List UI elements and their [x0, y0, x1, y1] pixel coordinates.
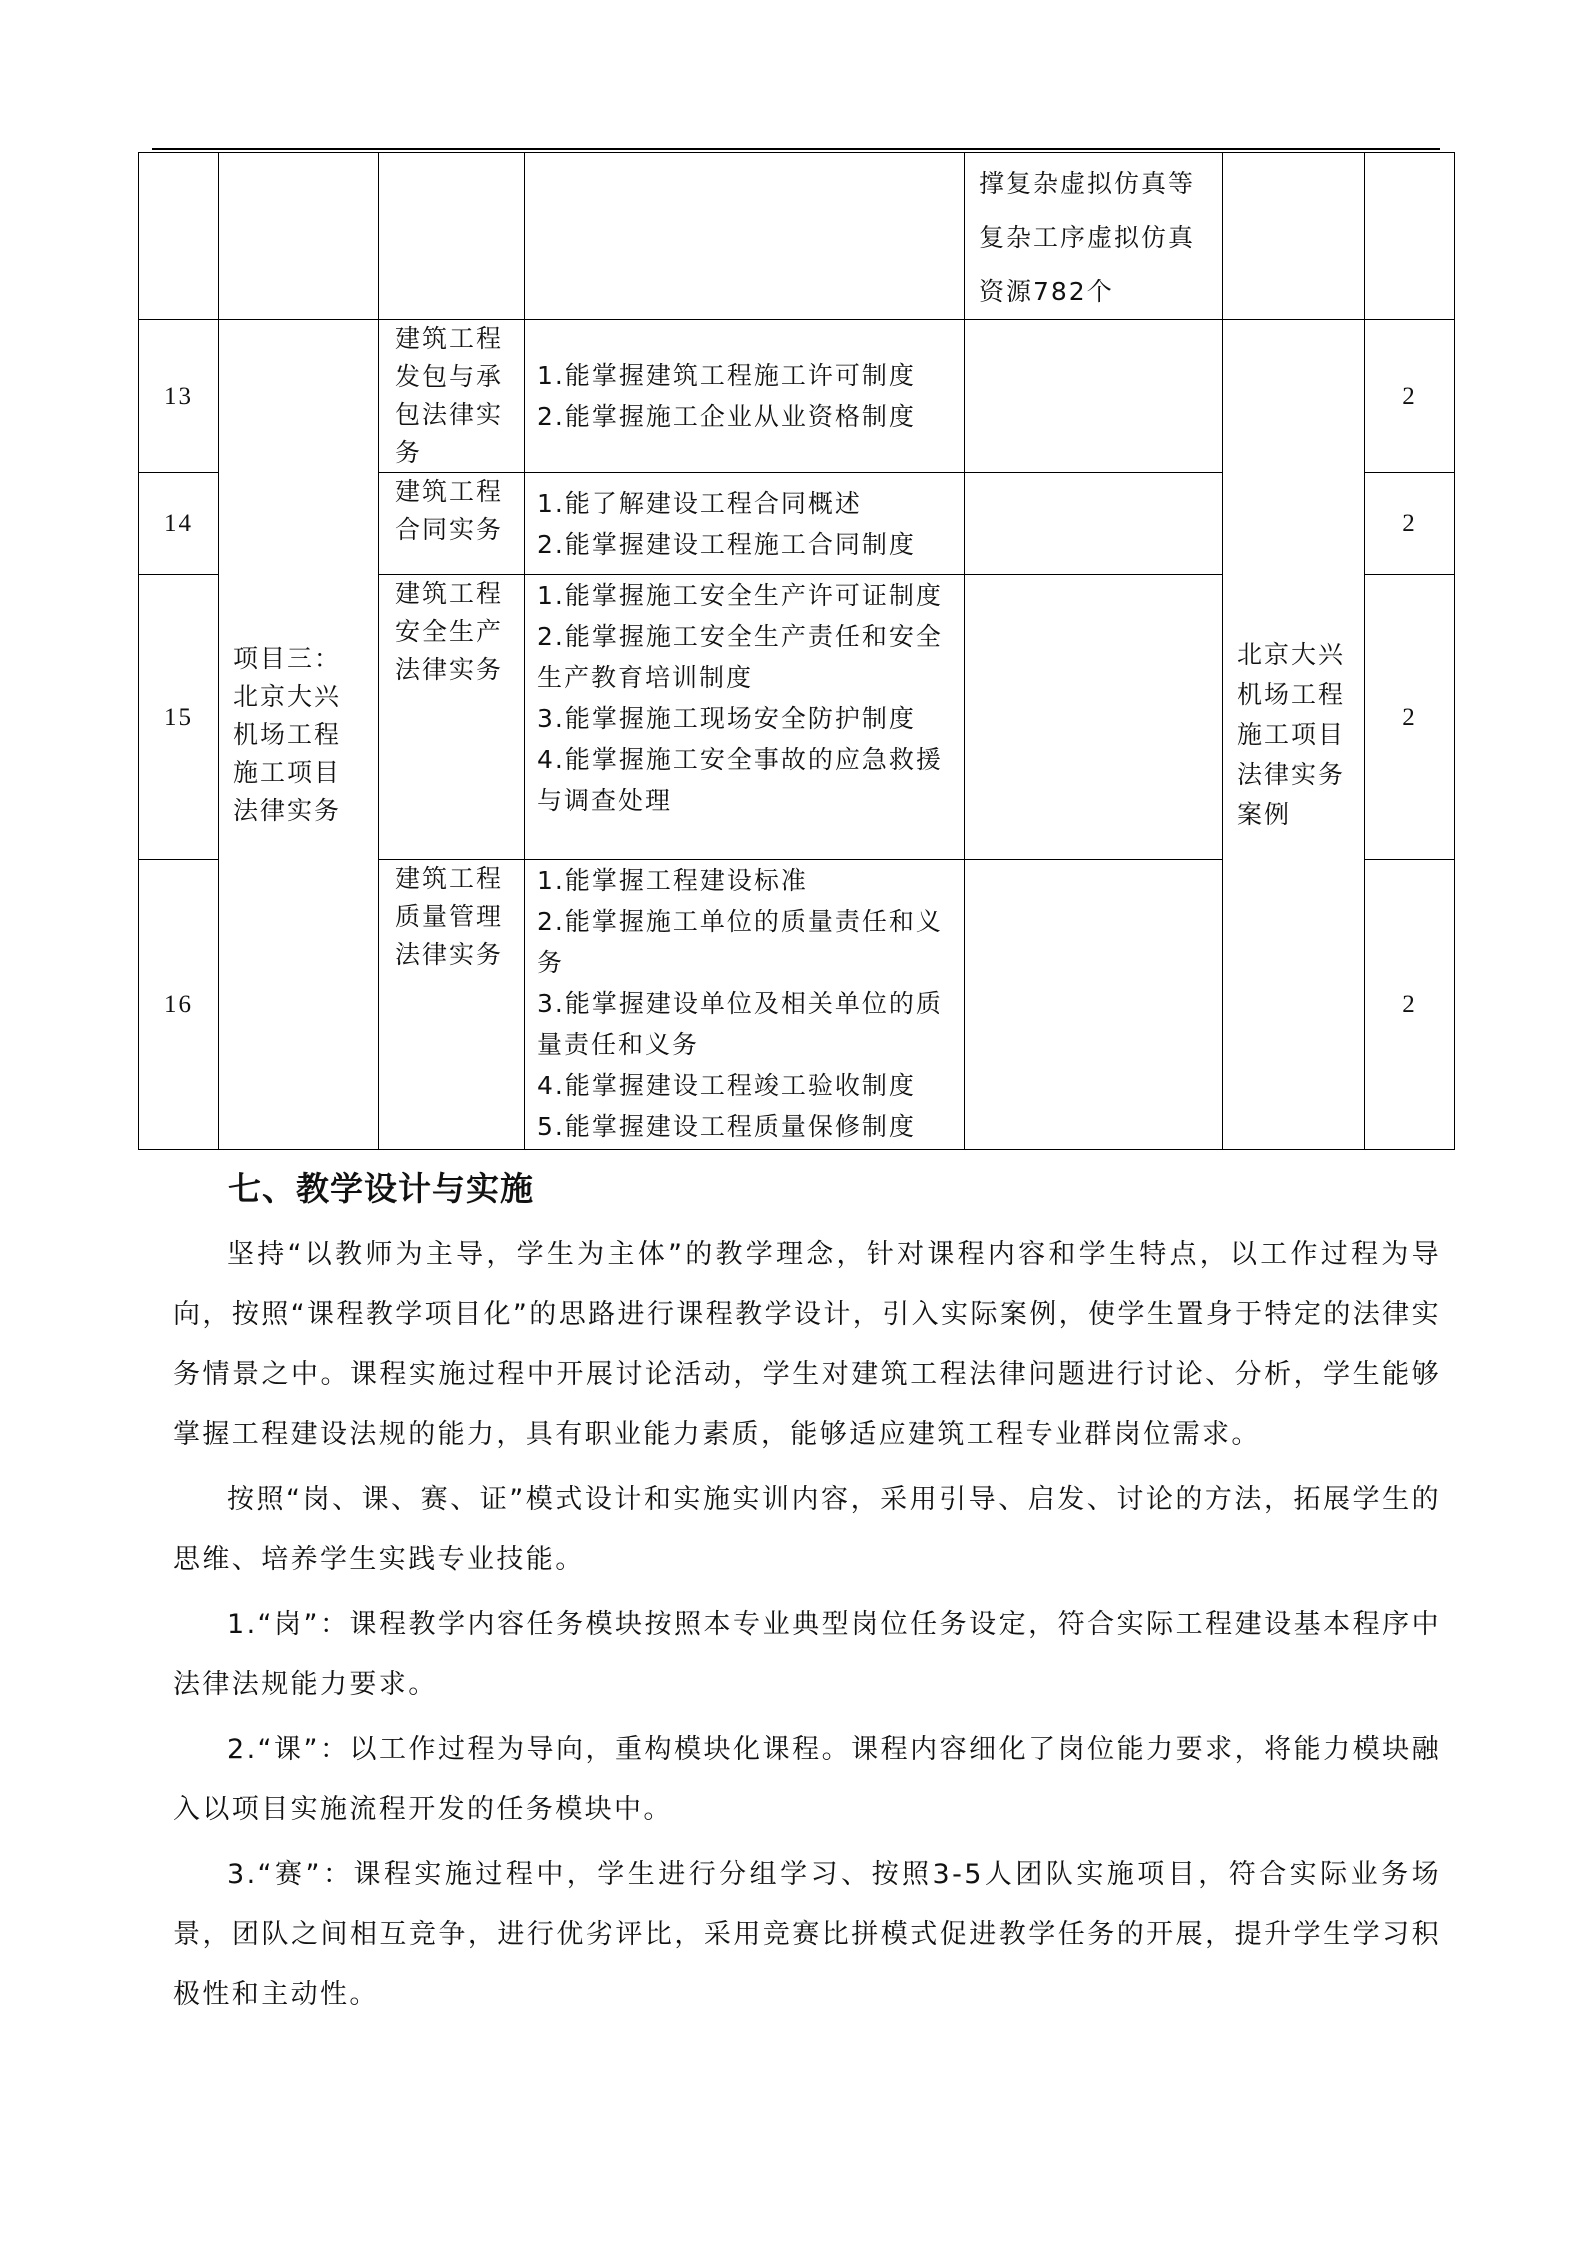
paragraph: 按照“岗、课、赛、证”模式设计和实施实训内容，采用引导、启发、讨论的方法，拓展学生的思维、培养学生实践专业技能。: [173, 1484, 1441, 1575]
table-row: [139, 153, 1455, 320]
row-number: [139, 153, 219, 320]
hours-cell: 2: [1365, 575, 1455, 860]
case-cell: 北京大兴机场工程施工项目法律实务案例: [1223, 320, 1365, 1150]
course-content-table: [138, 152, 1455, 1150]
task-cell: 建筑工程质量管理法律实务: [379, 860, 525, 1150]
header-rule: [152, 148, 1440, 150]
resources-cell: [965, 473, 1223, 575]
hours-cell: [1365, 153, 1455, 320]
section-body: [173, 1225, 1441, 2030]
row-number: 15: [139, 575, 219, 860]
objectives-cell: [525, 575, 965, 860]
case-cell: [1223, 153, 1365, 320]
paragraph: 坚持“以教师为主导，学生为主体”的教学理念，针对课程内容和学生特点，以工作过程为导向，按照“课程教学项目化”的思路进行课程教学设计，引入实际案例，使学生置身于特定的法律实务情景之中。课程实施过程中开展讨论活动，学生对建筑工程法律问题进行讨论、分析，学生能够掌握工程建设法规的能力，具有职业能力素质，能够适应建筑工程专业群岗位需求。: [173, 1239, 1441, 1450]
objectives-cell: [525, 153, 965, 320]
task-cell: 建筑工程发包与承包法律实务: [379, 320, 525, 473]
objectives-cell: [525, 473, 965, 575]
row-number: 14: [139, 473, 219, 575]
project-cell: 项目三：北京大兴机场工程施工项目法律实务: [219, 320, 379, 1150]
resources-cell: [965, 860, 1223, 1150]
objective-item: 1.能掌握工程建设标准: [537, 866, 808, 895]
resources-cell: [965, 320, 1223, 473]
objectives-cell: [525, 320, 965, 473]
objective-item: 1.能了解建设工程合同概述: [537, 488, 862, 518]
row-number: 13: [139, 320, 219, 473]
table-row: [139, 320, 1455, 473]
hours-cell: 2: [1365, 320, 1455, 473]
objective-item: 2.能掌握建设工程施工合同制度: [537, 529, 916, 559]
objective-item: 2.能掌握施工企业从业资格制度: [537, 402, 916, 431]
objective-item: 1.能掌握施工安全生产许可证制度: [537, 581, 943, 610]
section-heading: 七、教学设计与实施: [228, 1169, 534, 1208]
objective-item: 5.能掌握建设工程质量保修制度: [537, 1112, 916, 1141]
row-number: 16: [139, 860, 219, 1150]
resources-cell: 撑复杂虚拟仿真等复杂工序虚拟仿真资源782个: [965, 153, 1223, 320]
objective-item: 4.能掌握建设工程竣工验收制度: [537, 1071, 916, 1100]
objective-item: 3.能掌握建设单位及相关单位的质量责任和义务: [537, 989, 943, 1059]
task-cell: 建筑工程安全生产法律实务: [379, 575, 525, 860]
project-cell: [219, 153, 379, 320]
paragraph: 2.“课”：以工作过程为导向，重构模块化课程。课程内容细化了岗位能力要求，将能力模块融入以项目实施流程开发的任务模块中。: [173, 1734, 1441, 1825]
objective-item: 2.能掌握施工安全生产责任和安全生产教育培训制度: [537, 622, 943, 692]
objective-item: 2.能掌握施工单位的质量责任和义务: [537, 907, 943, 977]
task-cell: [379, 153, 525, 320]
task-cell: 建筑工程合同实务: [379, 473, 525, 575]
hours-cell: 2: [1365, 860, 1455, 1150]
objective-item: 3.能掌握施工现场安全防护制度: [537, 704, 916, 733]
paragraph: 3.“赛”：课程实施过程中，学生进行分组学习、按照3-5人团队实施项目，符合实际业务场景，团队之间相互竞争，进行优劣评比，采用竞赛比拼模式促进教学任务的开展，提升学生学习积极性和主动性。: [173, 1859, 1441, 2010]
hours-cell: 2: [1365, 473, 1455, 575]
objective-item: 4.能掌握施工安全事故的应急救援与调查处理: [537, 745, 943, 815]
paragraph: 1.“岗”：课程教学内容任务模块按照本专业典型岗位任务设定，符合实际工程建设基本程序中法律法规能力要求。: [173, 1609, 1441, 1700]
objectives-cell: [525, 860, 965, 1150]
resources-cell: [965, 575, 1223, 860]
objective-item: 1.能掌握建筑工程施工许可制度: [537, 361, 916, 390]
